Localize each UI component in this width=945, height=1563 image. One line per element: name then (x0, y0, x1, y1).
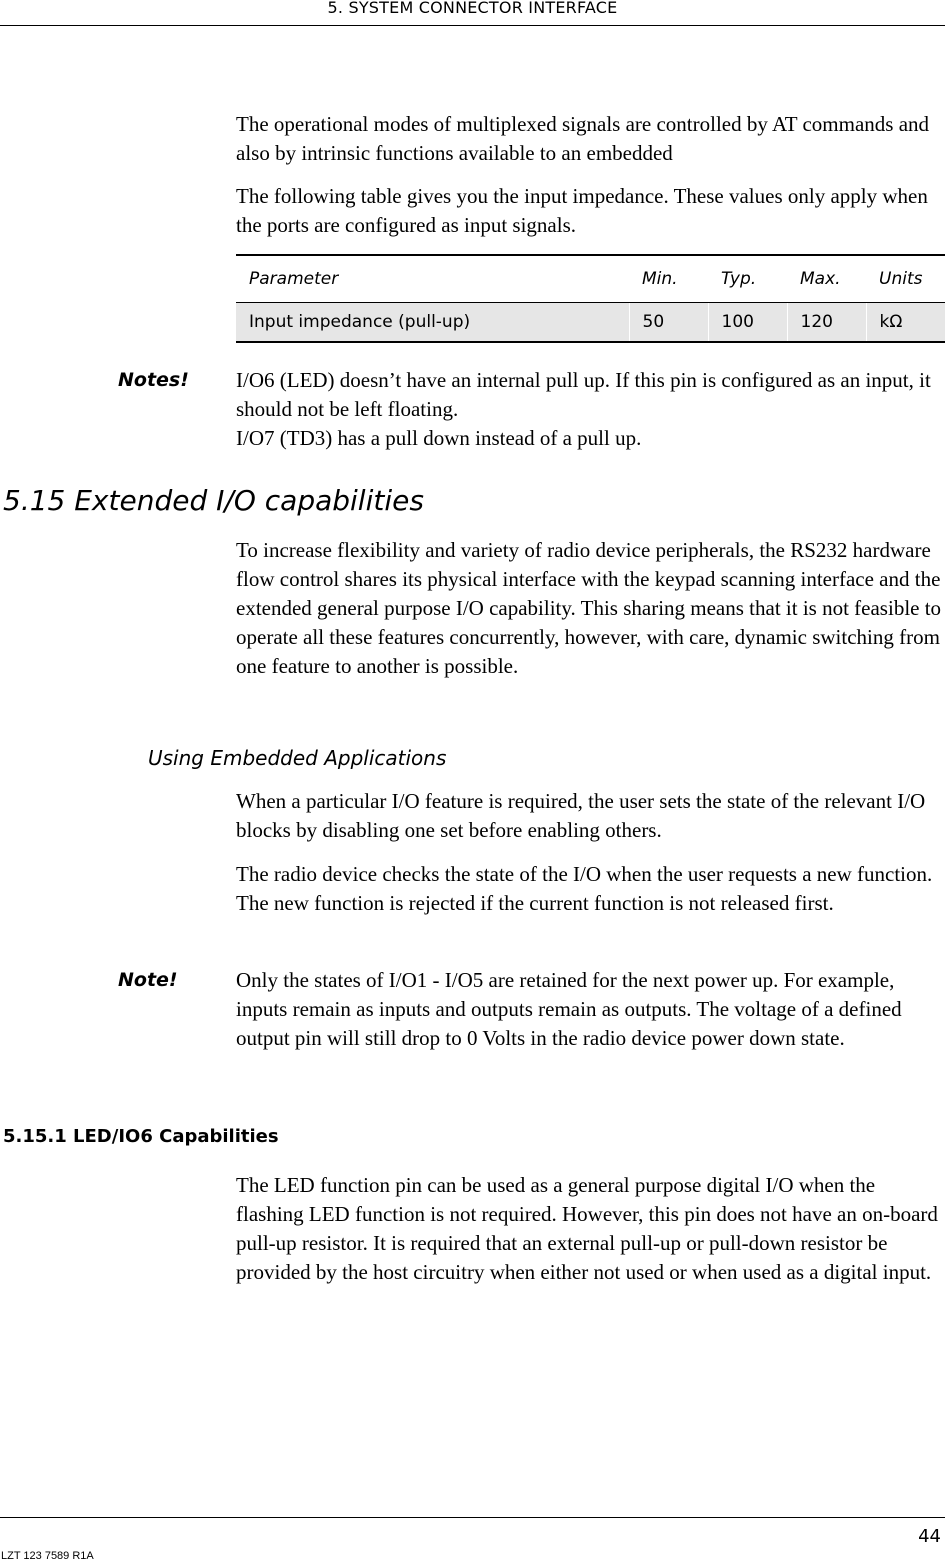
note-led-floating: I/O6 (LED) doesn’t have an internal pull up. If this pin is configured as an input, it should not be left floating. (236, 368, 931, 421)
embedded-paragraph-2: The radio device checks the state of the I/O when the user requests a new function. The new function is rejected if the current function is not released first. (236, 862, 933, 915)
header-typ: Typ. (708, 255, 787, 303)
subheading-embedded-applications: Using Embedded Applications (148, 746, 447, 770)
note-td3-pulldown: I/O7 (TD3) has a pull down instead of a pull up. (236, 426, 642, 450)
intro-paragraph-1: The operational modes of multiplexed signals are controlled by AT commands and also by intrinsic functions available to an embedded (236, 112, 930, 165)
cell-max: 120 (787, 303, 866, 343)
cell-min: 50 (629, 303, 708, 343)
section-5-15-1-body: The LED function pin can be used as a general purpose digital I/O when the flashing LED function is not required. However, this pin does not have an on-board pull-up resistor. It is required that an external pull-up or pull-down resistor be provided by the host circuitry when either not used or when used as a digital input. (236, 1173, 938, 1284)
notes-body (236, 366, 942, 453)
input-impedance-table (236, 254, 945, 343)
cell-units: kΩ (866, 303, 945, 343)
table-header-row (236, 255, 945, 303)
header-divider (0, 25, 945, 26)
header-min: Min. (629, 255, 708, 303)
header-parameter: Parameter (236, 255, 629, 303)
section-5-15-body: To increase flexibility and variety of radio device peripherals, the RS232 hardware flow control shares its physical interface with the keypad scanning interface and the extended general purpose I/O capability. This sharing means that it is not feasible to operate all these features concurrently, however, with care, dynamic switching from one feature to another is possible. (236, 538, 942, 678)
document-id: LZT 123 7589 R1A (1, 1550, 94, 1562)
section-heading-5-15: 5.15 Extended I/O capabilities (3, 484, 424, 517)
header-max: Max. (787, 255, 866, 303)
cell-parameter: Input impedance (pull-up) (236, 303, 629, 343)
note-body: Only the states of I/O1 - I/O5 are retained for the next power up. For example, inputs remain as inputs and outputs remain as outputs. The voltage of a defined output pin will still drop to 0 Volts in the radio device power down state. (236, 968, 902, 1050)
cell-typ: 100 (708, 303, 787, 343)
embedded-paragraph-1: When a particular I/O feature is required, the user sets the state of the relevant I/O blocks by disabling one set before enabling others. (236, 789, 926, 842)
header-units: Units (866, 255, 945, 303)
running-header: 5. SYSTEM CONNECTOR INTERFACE (327, 0, 618, 17)
intro-paragraph-2: The following table gives you the input impedance. These values only apply when the ports are configured as input signals. (236, 184, 928, 237)
page-number: 44 (918, 1526, 941, 1547)
note-label: Note! (118, 969, 178, 991)
footer-divider (0, 1517, 945, 1518)
section-heading-5-15-1: 5.15.1 LED/IO6 Capabilities (3, 1126, 279, 1147)
table-row (236, 303, 945, 343)
notes-label: Notes! (118, 369, 189, 391)
